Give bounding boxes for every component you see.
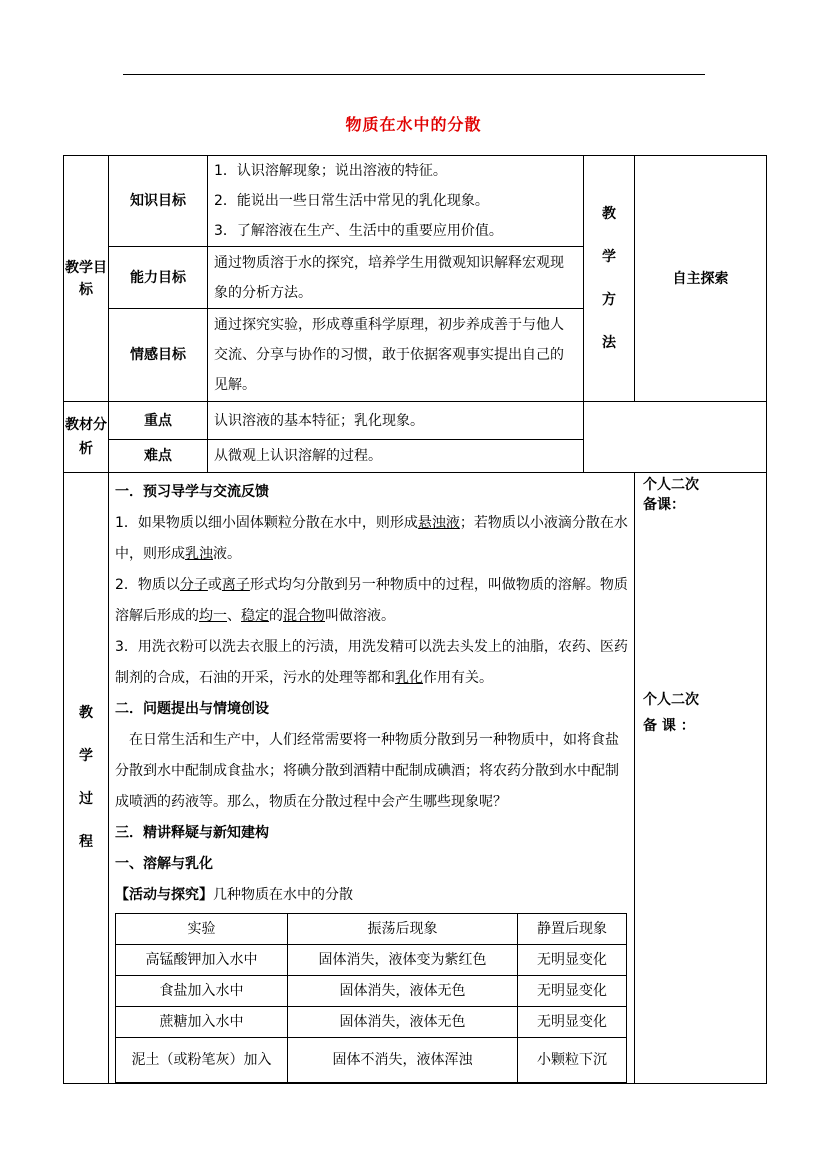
knowledge-item-3: 3．了解溶液在生产、生活中的重要应用价值。: [214, 223, 503, 239]
subsection-title: 一、溶解与乳化: [115, 856, 213, 872]
difficulty-label: 难点: [109, 440, 208, 473]
note-1-line-1: 个人二次: [643, 477, 699, 493]
knowledge-goal-cell: [208, 156, 584, 247]
answer-blank: 悬浊液: [417, 515, 460, 531]
knowledge-goal-label: 知识目标: [109, 156, 208, 247]
header-rule: [123, 74, 705, 75]
lesson-plan-table: [63, 155, 767, 1084]
question-2: 2．物质以分子或离子形式均匀分散到另一种物质中的过程，叫做物质的溶解。物质溶解后形成的均一、稳定的混合物叫做溶液。: [115, 577, 628, 624]
experiment-table: [115, 913, 627, 1083]
key-point-label: 重点: [109, 402, 208, 440]
method-value: 自主探索: [635, 156, 767, 402]
note-2-line-1: 个人二次: [643, 692, 699, 708]
answer-blank: 稳定: [241, 608, 269, 624]
section-2-text: 在日常生活和生产中，人们经常需要将一种物质分散到另一种物质中，如将食盐分散到水中配制成食盐水；将碘分散到酒精中配制成碘酒；将农药分散到水中配制成喷洒的药液等。那么，物质在分散过程中会产生哪些现象呢？: [115, 732, 619, 810]
ability-goal-label: 能力目标: [109, 247, 208, 309]
table-row: 高锰酸钾加入水中 固体消失，液体变为紫红色 无明显变化: [116, 945, 627, 976]
key-point-text: 认识溶液的基本特征；乳化现象。: [208, 402, 584, 440]
question-3: 3．用洗衣粉可以洗去衣服上的污渍，用洗发精可以洗去头发上的油脂，农药、医药制剂的合成，石油的开采，污水的处理等都和乳化作用有关。: [115, 639, 628, 686]
answer-blank: 混合物: [283, 608, 325, 624]
answer-blank: 乳化: [395, 670, 423, 686]
answer-blank: 乳浊: [185, 546, 213, 562]
answer-blank: 离子: [221, 577, 250, 593]
ability-goal-text: 通过物质溶于水的探究，培养学生用微观知识解释宏观现象的分析方法。: [208, 247, 584, 309]
method-label: 教 学 方 法: [584, 156, 635, 402]
knowledge-item-2: 2．能说出一些日常生活中常见的乳化现象。: [214, 193, 489, 209]
table-row: 食盐加入水中 固体消失，液体无色 无明显变化: [116, 976, 627, 1007]
answer-blank: 分子: [179, 577, 208, 593]
difficulty-text: 从微观上认识溶解的过程。: [208, 440, 584, 473]
table-row: 蔗糖加入水中 固体消失，液体无色 无明显变化: [116, 1007, 627, 1038]
empty-method-cell: [584, 402, 767, 473]
note-2-line-2: 备 课 ：: [643, 718, 695, 734]
activity-line: 【活动与探究】几种物质在水中的分散: [115, 887, 353, 903]
objectives-label: 教学目标: [64, 156, 109, 402]
process-content: [109, 473, 635, 1084]
material-analysis-label: 教材分析: [64, 402, 109, 473]
table-row: 泥土（或粉笔灰）加入 固体不消失，液体浑浊 小颗粒下沉: [116, 1038, 627, 1083]
section-2-title: 二．问题提出与情境创设: [115, 701, 269, 717]
page-title: 物质在水中的分散: [345, 115, 482, 134]
emotion-goal-text: 通过探究实验，形成尊重科学原理，初步养成善于与他人交流、分享与协作的习惯，敢于依据客观事实提出自己的见解。: [208, 309, 584, 402]
knowledge-item-1: 1．认识溶解现象；说出溶液的特征。: [214, 163, 447, 179]
process-label: 教 学 过 程: [64, 473, 109, 1084]
emotion-goal-label: 情感目标: [109, 309, 208, 402]
section-1-title: 一．预习导学与交流反馈: [115, 484, 269, 500]
question-1: 1．如果物质以细小固体颗粒分散在水中，则形成悬浊液；若物质以小液滴分散在水中，则形成乳浊液。: [115, 515, 628, 562]
answer-blank: 均一: [199, 608, 227, 624]
section-3-title: 三．精讲释疑与新知建构: [115, 825, 269, 841]
note-1-line-2: 备课：: [643, 497, 685, 513]
personal-notes-column: [635, 473, 767, 1084]
experiment-header-row: 实验 振荡后现象 静置后现象: [116, 914, 627, 945]
